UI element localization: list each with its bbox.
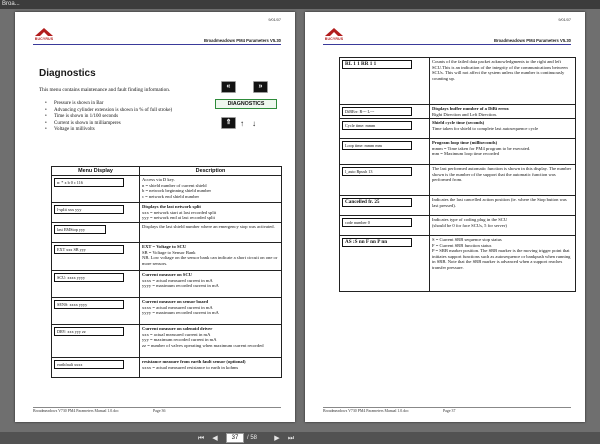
description-line: Displays buffer number of a DiBi error.: [432, 106, 510, 111]
table-row: [52, 325, 282, 358]
table-row: [340, 216, 576, 236]
header-rule: [33, 44, 281, 45]
diagnostics-keypad-figure: [209, 80, 289, 144]
left-double-arrow-key-icon: «: [221, 81, 236, 93]
down-arrow-icon: ↓: [252, 119, 256, 128]
last-page-button[interactable]: ⏭: [287, 434, 295, 442]
description-line: Current measure on sensor board: [142, 299, 209, 304]
table-row: [52, 223, 282, 243]
description-line: Displays the last network split: [142, 204, 201, 209]
table-row: [52, 176, 282, 203]
lcd-display: DiBErr: R--- L---: [342, 107, 412, 116]
footer-rule: [33, 407, 281, 408]
footer-page: Page 37: [443, 409, 456, 413]
description-line: Shield cycle time (seconds): [432, 120, 485, 125]
description-line: resistance measure from earth fault sensor (optional): [142, 359, 246, 364]
description-line: Current measure on SCU: [142, 272, 192, 277]
list-item: • Pressure is shown in Bar: [45, 101, 175, 108]
description-line: Indicates the last cancelled action position (ie. where the Stop button was last pressed).: [432, 197, 567, 208]
section-title: Diagnostics: [39, 68, 96, 79]
lcd-display: SENS: xxxx yyyy: [54, 300, 124, 309]
menu-display-table: [339, 57, 576, 292]
list-item: • Advancing cylinder extension is shown in % of full stroke): [45, 108, 175, 115]
lcd-display: l_auto Bpush 13: [342, 167, 412, 176]
description-line: mm = Maximum loop time recorded: [432, 151, 500, 156]
table-row: [340, 139, 576, 165]
page-date: 9/01/07: [558, 18, 571, 22]
description-line: (should be 0 for face SCUs, 5 for server): [432, 222, 507, 228]
document-page-left: [15, 12, 295, 422]
description-line: EXT = Voltage to SCU: [142, 244, 187, 249]
description-line: Time taken for shield to complete last autosequence cycle: [432, 125, 539, 131]
description-line: c = network end shield number: [142, 193, 200, 199]
description-line: xxxx = actual measured resistance to earth in kohms: [142, 364, 239, 370]
document-page-right: [305, 12, 585, 422]
lcd-display: last EMStop yyy: [54, 225, 106, 234]
next-page-button[interactable]: ▶: [274, 434, 280, 442]
description-line: P = SRB marker position. The SRB marker is the moving trigger point that initiates support functions such as autosequence or bankpush when running in SRB. Note that the SRB marker is advanced when a support reaches transfer pressure.: [432, 248, 571, 270]
description-line: b = network beginning shield number: [142, 188, 212, 193]
description-line: SB = Voltage to Sensor Bank: [142, 249, 196, 255]
description-line: Counts of the failed data packet acknowledgments to the right and left SCU.This is an indication of the integrity of the communications between SCUs. This will not affect the system unless the number is continuously counting up.: [432, 59, 568, 81]
description-line: Indicates type of coding plug in the SCU: [432, 217, 508, 222]
bullet-list: [45, 101, 175, 134]
lcd-display: EXT xxx SB yyy: [54, 245, 124, 254]
lcd-display: DRV: xxx yyy zz: [54, 327, 124, 336]
window-titlebar: [0, 0, 600, 9]
column-header: Menu Display: [52, 167, 140, 176]
header-rule: [323, 44, 571, 45]
description-line: mmm = Time taken for PM4 program to be executed.: [432, 145, 531, 151]
description-line: Program loop time (milliseconds): [432, 140, 498, 145]
description-line: Displays the last shield number where an emergency stop was activated.: [142, 224, 275, 229]
page-number-input[interactable]: 37: [226, 433, 244, 443]
previous-page-button[interactable]: ◀: [212, 434, 218, 442]
description-line: S = Current SRB sequence stop status: [432, 237, 502, 242]
table-row: [340, 105, 576, 119]
table-header-row: [52, 167, 282, 176]
table-row: [52, 358, 282, 378]
lcd-display: Cycle time: mmm: [342, 121, 412, 130]
list-item: • Voltage in millivolts: [45, 127, 175, 134]
intro-text: This menu contains maintenance and fault finding information.: [39, 87, 171, 93]
first-page-button[interactable]: ⏮: [197, 434, 205, 442]
running-header: Broadmeadows PM4 Parameters V5.30: [493, 38, 571, 43]
description-line: yyy = network end at last recorded split: [142, 215, 215, 220]
table-row: [52, 271, 282, 298]
lcd-display: AS :S nn F nn P nn: [342, 238, 412, 247]
diagnostics-display-label: DIAGNOSTICS: [215, 99, 277, 109]
lcd-display: n: * x b 0 c 116: [54, 178, 124, 187]
running-header: Broadmeadows PM4 Parameters V5.30: [203, 38, 281, 43]
description-line: xxx = actual measured current in mA: [142, 331, 211, 337]
lcd-display: RL 1 1 RR 1 1: [342, 60, 412, 69]
description-line: zz = number of valves operating when maximum current recorded: [142, 342, 264, 348]
description-line: n = shield number of current shield: [142, 182, 207, 188]
column-header: Description: [140, 167, 282, 176]
footer-rule: [323, 407, 571, 408]
table-row: [52, 203, 282, 223]
lcd-display: code number 0: [342, 218, 412, 227]
lcd-display: Cancelled fr. 25: [342, 198, 412, 207]
list-item: • Current is shown in milliamperes: [45, 121, 175, 128]
window-title: Broa...: [2, 1, 20, 7]
footer-doc-name: Broadmeadows V730 PM4 Parameters Manual 1.0.doc: [33, 409, 119, 413]
footer-doc-name: Broadmeadows V730 PM4 Parameters Manual 1.0.doc: [323, 409, 409, 413]
description-line: yyyy = maximum recorded current in mA: [142, 310, 219, 315]
lcd-display: Loop time: mmm mm: [342, 141, 412, 150]
description-line: Access via D key.: [142, 177, 175, 182]
bucyrus-logo: BUCYRUS: [323, 27, 345, 41]
description-line: The last performed automatic function is shown in this display. The number shown is the number of the support that the automatic function was performed from.: [432, 166, 572, 182]
right-double-arrow-key-icon: »: [253, 81, 268, 93]
table-row: [340, 236, 576, 292]
table-row: [340, 119, 576, 139]
list-item: • Time is shown in 1/100 seconds: [45, 114, 175, 121]
menu-display-table: [51, 166, 282, 378]
description-line: F = Current SRB function status: [432, 242, 492, 248]
page-date: 9/01/07: [268, 18, 281, 22]
table-row: [52, 298, 282, 325]
description-line: xxxx = actual measured current in mA: [142, 304, 213, 310]
description-line: yyyy = maximum recorded current in mA: [142, 283, 219, 288]
table-row: [340, 196, 576, 216]
bucyrus-logo: BUCYRUS: [33, 27, 55, 41]
description-line: NB. Low voltage on the sensor bank can indicate a short circuit on one or more sensors.: [142, 255, 278, 266]
description-line: yyy = maximum recorded current in mA: [142, 337, 217, 342]
table-row: [340, 58, 576, 105]
lcd-display: l-split xxx yyy: [54, 205, 124, 214]
table-row: [340, 165, 576, 196]
up-arrow-key-icon: ⇑: [221, 117, 236, 129]
description-line: Current measure on solenoid driver: [142, 326, 213, 331]
description-line: Right Direction and Left Direction.: [432, 111, 497, 117]
footer-page: Page 36: [153, 409, 166, 413]
lcd-display: earthfault xxxx: [54, 360, 124, 369]
table-row: [52, 243, 282, 271]
total-pages: / 58: [247, 435, 258, 441]
description-line: xxxx = actual measured current in mA: [142, 277, 213, 283]
description-line: xxx = network start at last recorded split: [142, 209, 217, 215]
pdf-navigation-toolbar: [0, 432, 600, 444]
lcd-display: SCU: xxxx yyyy: [54, 273, 124, 282]
up-arrow-icon: ↑: [240, 119, 244, 128]
